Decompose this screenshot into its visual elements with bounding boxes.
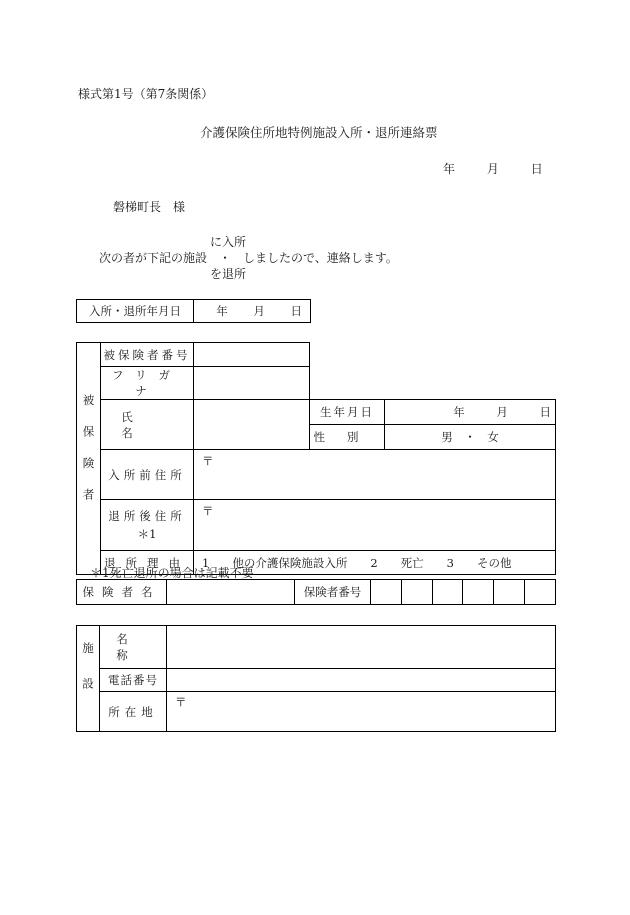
birth-month: 月 xyxy=(496,405,508,419)
name-label: 氏名 xyxy=(101,400,194,450)
postal-mark: 〒 xyxy=(202,454,214,468)
insured-number-cells[interactable] xyxy=(194,343,310,367)
insurer-number-cell[interactable] xyxy=(432,580,463,605)
date-year: 年 xyxy=(443,162,456,176)
facility-table xyxy=(76,625,556,732)
insurer-number-cell[interactable] xyxy=(463,580,494,605)
prev-address-label: 入所前住所 xyxy=(101,450,194,500)
reason-options[interactable]: 1 他の介護保険施設入所 2 死亡 3 その他 xyxy=(194,551,556,575)
birth-label: 生年月日 xyxy=(310,400,385,425)
next-address-label: 退所後住所 xyxy=(108,509,186,523)
prev-address-field[interactable] xyxy=(194,450,556,500)
footnote: ＊1死亡退所の場合は記載不要 xyxy=(90,566,254,580)
facility-address-label: 所在地 xyxy=(100,692,167,732)
notice-main: 次の者が下記の施設 ・ しましたので、連絡します。 xyxy=(99,251,398,265)
notice-option-in: に入所 xyxy=(210,235,247,249)
page-title: 介護保険住所地特例施設入所・退所連絡票 xyxy=(200,125,438,140)
insurer-number-cell[interactable] xyxy=(401,580,432,605)
birth-day: 日 xyxy=(539,405,551,419)
movement-month: 月 xyxy=(253,304,265,318)
movement-date-label: 入所・退所年月日 xyxy=(77,300,194,323)
postal-mark: 〒 xyxy=(202,504,214,518)
movement-date-field[interactable] xyxy=(194,300,311,323)
facility-phone-label: 電話番号 xyxy=(100,669,167,692)
insurer-number-cell[interactable] xyxy=(525,580,556,605)
insurer-table xyxy=(76,579,556,605)
addressee: 磐梯町長 様 xyxy=(113,200,186,214)
gender-options[interactable]: 男 ・ 女 xyxy=(385,425,556,450)
postal-mark: 〒 xyxy=(175,695,187,709)
gender-label: 性別 xyxy=(310,425,385,450)
date-month: 月 xyxy=(486,162,499,176)
form-number: 様式第1号（第7条関係） xyxy=(78,87,214,101)
birth-field[interactable] xyxy=(385,400,556,425)
facility-name-label: 名称 xyxy=(100,626,167,669)
furigana-field[interactable] xyxy=(194,367,310,400)
next-address-field[interactable] xyxy=(194,500,556,551)
next-address-label-cell xyxy=(101,500,194,551)
movement-day: 日 xyxy=(290,304,302,318)
date-day: 日 xyxy=(530,162,543,176)
insured-table xyxy=(76,342,556,575)
movement-date-table xyxy=(76,299,311,323)
insurer-number-label: 保険者番号 xyxy=(295,580,371,605)
reason-label: 退所理由 xyxy=(101,551,194,575)
notice-option-out: を退所 xyxy=(210,267,247,281)
birth-year: 年 xyxy=(453,405,465,419)
insurer-name-label: 保険者名 xyxy=(77,580,167,605)
facility-name-field[interactable] xyxy=(167,626,556,669)
movement-year: 年 xyxy=(216,304,228,318)
date-line xyxy=(443,160,543,177)
name-field[interactable] xyxy=(194,400,310,450)
furigana-label: フリガナ xyxy=(101,367,194,400)
insurer-number-cell[interactable] xyxy=(371,580,402,605)
facility-phone-field[interactable] xyxy=(167,669,556,692)
insurer-number-cell[interactable] xyxy=(494,580,525,605)
next-address-note: ＊1 xyxy=(137,527,157,541)
insurer-name-field[interactable] xyxy=(167,580,295,605)
facility-section-label: 施設 xyxy=(77,626,100,732)
facility-address-field[interactable] xyxy=(167,692,556,732)
insured-section-label: 被保険者 xyxy=(77,343,101,575)
insured-number-label: 被保険者番号 xyxy=(101,343,194,367)
